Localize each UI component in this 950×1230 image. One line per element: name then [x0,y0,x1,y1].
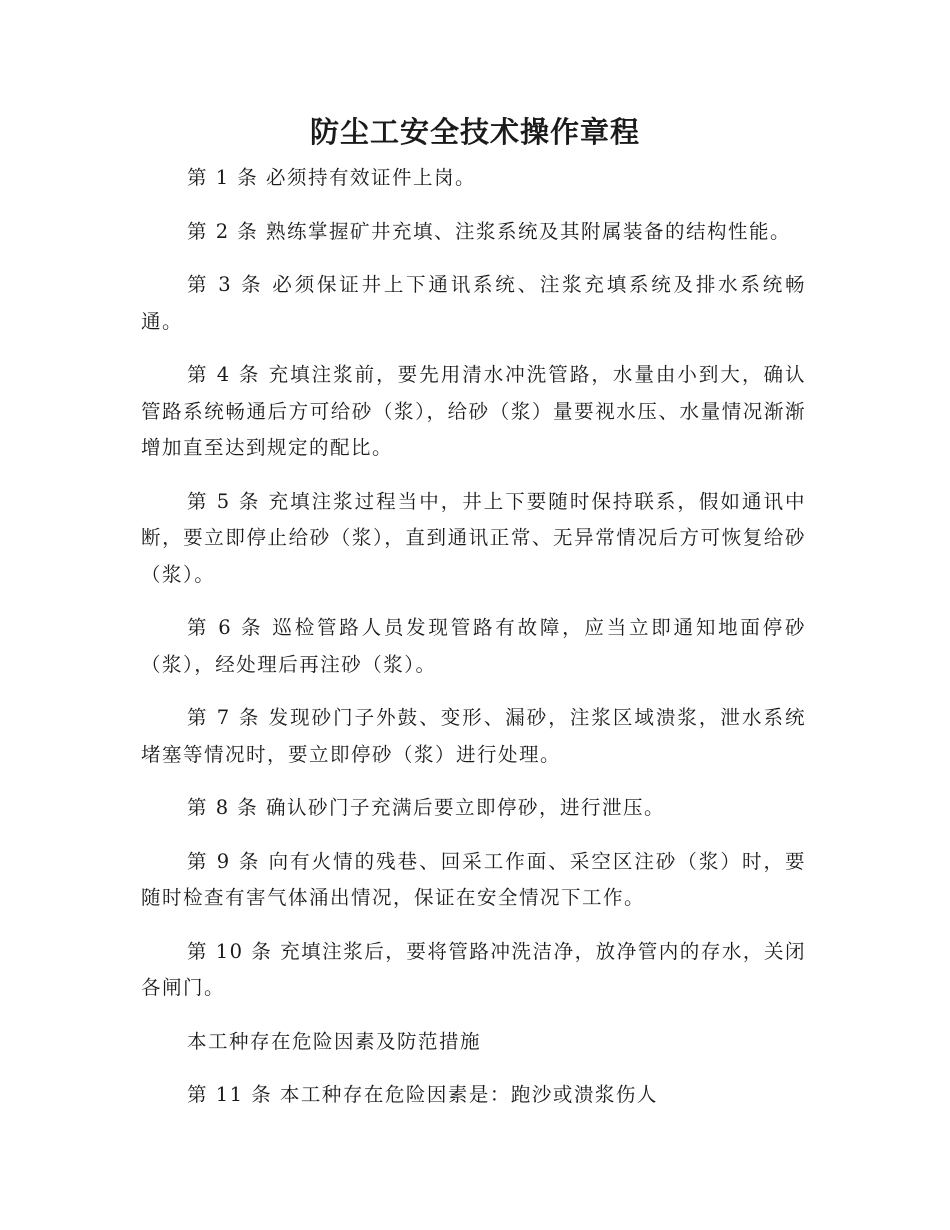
paragraph-article-5: 第 5 条 充填注浆过程当中，井上下要随时保持联系，假如通讯中断，要立即停止给砂（浆），直到通讯正常、无异常情况后方可恢复给砂（浆）。 [141,489,806,586]
paragraph-article-10: 第 10 条 充填注浆后，要将管路冲洗洁净，放净管内的存水，关闭各闸门。 [141,939,806,999]
paragraph-article-8: 第 8 条 确认砂门子充满后要立即停砂，进行泄压。 [187,796,666,819]
paragraph-article-2: 第 2 条 熟练掌握矿井充填、注浆系统及其附属装备的结构性能。 [187,219,792,243]
paragraph-article-4: 第 4 条 充填注浆前，要先用清水冲洗管路，水量由小到大，确认管路系统畅通后方可给砂（浆），给砂（浆）量要视水压、水量情况渐渐增加直至达到规定的配比。 [141,363,806,459]
document-body [141,160,806,1131]
paragraph-article-6: 第 6 条 巡检管路人员发现管路有故障，应当立即通知地面停砂（浆），经处理后再注砂（浆）。 [141,616,806,676]
paragraph-article-11: 第 11 条 本工种存在危险因素是：跑沙或溃浆伤人 [187,1083,658,1106]
paragraph-article-9: 第 9 条 向有火情的残巷、回采工作面、采空区注砂（浆）时，要随时检查有害气体涌出情况，保证在安全情况下工作。 [141,849,806,909]
paragraph-article-7: 第 7 条 发现砂门子外鼓、变形、漏砂，注浆区域溃浆，泄水系统堵塞等情况时，要立即停砂（浆）进行处理。 [141,706,806,766]
section-heading-hazards: 本工种存在危险因素及防范措施 [187,1029,482,1053]
document-title: 防尘工安全技术操作章程 [309,115,640,149]
paragraph-article-1: 第 1 条 必须持有效证件上岗。 [187,166,477,189]
paragraph-article-3: 第 3 条 必须保证井上下通讯系统、注浆充填系统及排水系统畅通。 [141,273,806,333]
